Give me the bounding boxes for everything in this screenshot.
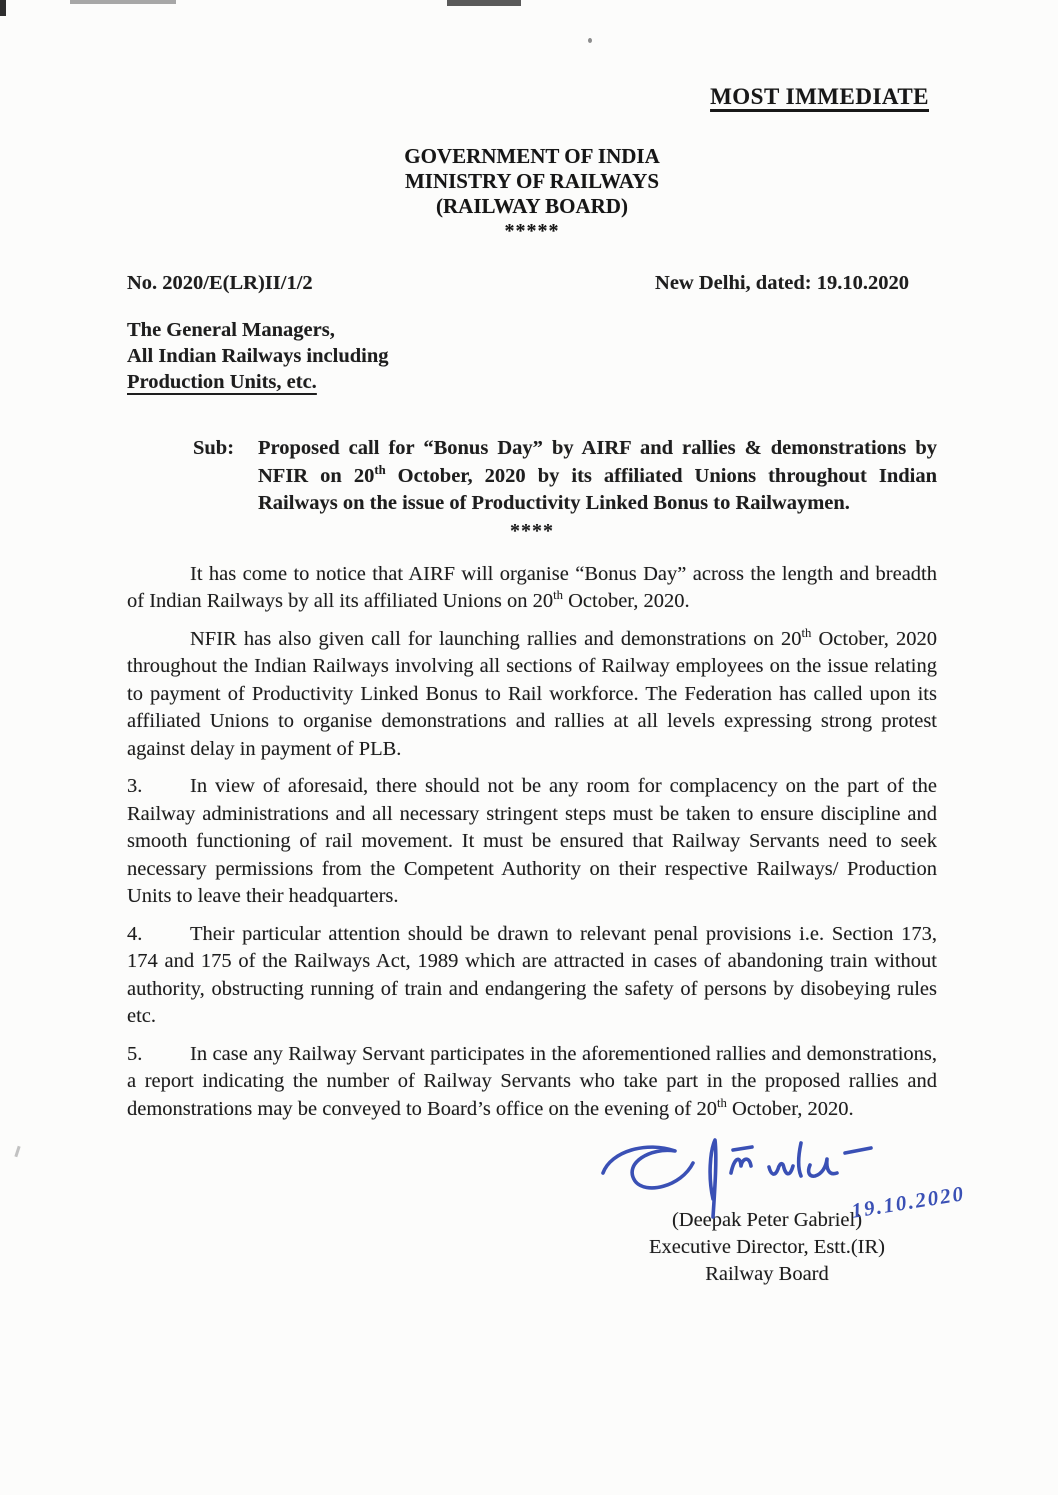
subject-separator-stars: **** [510,519,554,542]
superscript-th: th [553,588,563,603]
letterhead [127,144,937,244]
place-date-line: New Delhi, dated: 19.10.2020 [655,272,909,294]
letterhead-line-government: GOVERNMENT OF INDIA [404,144,660,168]
addressee-line: The General Managers, [127,319,335,341]
scan-artifact [447,0,521,6]
letterhead-line-board: (RAILWAY BOARD) [436,194,628,218]
paragraph-5: 5. In case any Railway Servant participates in the aforementioned rallies and demonstrations, a report indicating the number of Railway Servants who take part in the proposed rallies and demonstrations may be conveyed to Board’s office on the evening of 20th October, 2020. [127,1042,937,1120]
paragraph-number: 4. [127,922,143,945]
paragraph-4: 4. Their particular attention should be drawn to relevant penal provisions i.e. Section 173, 174 and 175 of the Railways Act, 1989 which are attracted in cases of abandoning train without authority, obstructing running of train and endangering the safety of persons by disobeying rules etc. [127,922,937,1027]
reference-row [127,272,937,295]
handwritten-date: 19.10.2020 [849,1181,967,1223]
priority-stamp: MOST IMMEDIATE [710,84,929,109]
signatory-designation: Executive Director, Estt.(IR) [649,1236,885,1258]
addressee-block [127,317,937,395]
paragraph-2: NFIR has also given call for launching rallies and demonstrations on 20th October, 2020 throughout the Indian Railways involving all sections of Railway employees on the issue relating to payment of Productivity Linked Bonus to Rail workforce. The Federation has called upon its affiliated Unions to organise demonstrations and rallies at all levels expressing strong protest against delay in payment of PLB. [127,625,937,760]
superscript-th: th [374,462,386,477]
signatory-organisation: Railway Board [705,1263,829,1285]
scan-artifact [14,1146,20,1157]
paragraph-number: 3. [127,775,143,797]
paragraph-number: 5. [127,1042,143,1065]
signatory-name: (Deepak Peter Gabriel) [671,1209,863,1231]
subject-label: Sub: [193,437,235,459]
paragraph-3: 3. In view of aforesaid, there should not be any room for complacency on the part of the Railway administrations and all necessary stringent steps must be taken to ensure discipline and smooth functioning of rail movement. It must be ensured that Railway Servants need to seek necessary permissions from the Competent Authority on their respective Railways/ Production Units to leave their headquarters. [127,775,937,907]
letterhead-line-ministry: MINISTRY OF RAILWAYS [404,169,660,193]
signature-scribble [595,1135,885,1219]
scan-artifact [0,0,6,16]
subject-text: Proposed call for “Bonus Day” by AIRF and rallies & demonstrations by NFIR on 20th October, 2020 by its affiliated Unions throughout Indian Railways on the issue of Productivity Linked Bonus to Railwaymen. [258,437,938,514]
priority-stamp-row [127,0,937,110]
scan-artifact [70,0,176,4]
subject-block [193,435,937,518]
signature-block [607,1143,967,1288]
superscript-th: th [717,1095,727,1110]
paragraph-1: It has come to notice that AIRF will organise “Bonus Day” across the length and breadth of Indian Railways by all its affiliated Unions on 20th October, 2020. [127,562,937,612]
superscript-th: th [801,625,812,640]
scan-artifact [588,38,592,43]
addressee-line-underlined: Production Units, etc. [127,371,317,393]
addressee-line: All Indian Railways including [127,345,389,367]
letterhead-separator-stars: ***** [504,220,560,242]
reference-number: No. 2020/E(LR)II/1/2 [127,272,313,294]
